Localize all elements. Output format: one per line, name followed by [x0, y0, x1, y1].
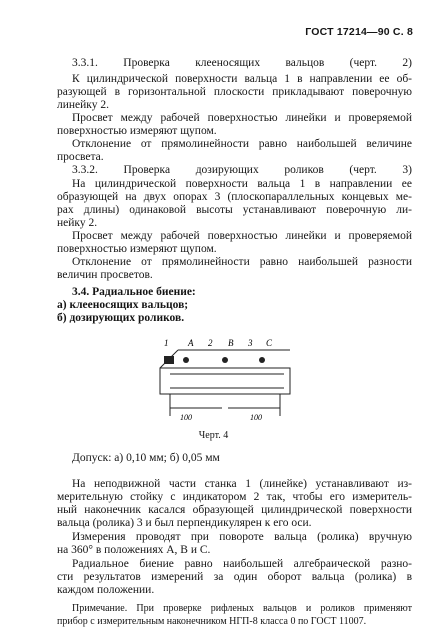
section-332-title: 3.3.2. Проверка дозирующих роликов (черт. 3)	[72, 164, 412, 176]
text-line: каждом положении.	[57, 584, 155, 596]
text-line: Отклонение от прямолинейности равно наибольшей разности	[72, 256, 412, 268]
figure-caption: Черт. 4	[198, 430, 229, 441]
section-331-title: 3.3.1. Проверка клееносящих вальцов (черт. 2)	[72, 57, 412, 69]
note-line: Примечание. При проверке рифленых вальцов и роликов применяют	[72, 603, 412, 614]
dimension-left: 100	[180, 413, 192, 422]
figure-label: 3	[248, 338, 253, 348]
text-line: поверхностью измеряют щупом.	[57, 125, 217, 137]
figure-label: 1	[164, 338, 169, 348]
text-line: ный наконечник касался образующей цилиндрической поверхности	[57, 504, 412, 516]
text-line: рах длины) одинаковой высоты устанавливают поверочную ли-	[57, 204, 412, 216]
text-line: Просвет между рабочей поверхностью линейки и проверяемой	[72, 112, 412, 124]
figure-label: А	[188, 338, 194, 348]
text-line: линейку 2.	[57, 99, 109, 111]
figure-label: В	[228, 338, 234, 348]
text-line: на 360° в положениях А, В и С.	[57, 544, 211, 556]
figure-label: С	[266, 338, 273, 348]
text-line: образующей на двух опорах 3 (плоскопараллельных концевых ме-	[57, 191, 412, 203]
text-line: поверхностью измеряют щупом.	[57, 243, 217, 255]
note-line: прибор с измерительным наконечником НГП-8 класса 0 по ГОСТ 11007.	[57, 616, 367, 627]
text-line: Просвет между рабочей поверхностью линейки и проверяемой	[72, 230, 412, 242]
tolerance: Допуск: а) 0,10 мм; б) 0,05 мм	[72, 452, 220, 464]
text-line: Радиальное биение равно наибольшей алгебраической разно-	[72, 558, 412, 570]
text-line: Отклонение от прямолинейности равно наибольшей величине	[72, 138, 412, 150]
figure-4-drawing	[150, 330, 300, 425]
text-line: мерительную стойку с индикатором 2 так, чтобы его измеритель-	[57, 491, 412, 503]
list-item-a: а) клееносящих вальцов;	[57, 299, 189, 311]
figure-label: 2	[208, 338, 213, 348]
page-header: ГОСТ 17214—90 С. 8	[305, 26, 413, 38]
text-line: величин просветов.	[57, 269, 153, 281]
section-34-title: 3.4. Радиальное биение:	[72, 286, 196, 298]
dimension-right: 100	[250, 413, 262, 422]
text-line: сти результатов измерений за один оборот вальца (ролика) в	[57, 571, 412, 583]
list-item-b: б) дозирующих роликов.	[57, 312, 185, 324]
text-line: На цилиндрической поверхности вальца 1 в направлении ее	[72, 178, 412, 190]
text-line: Измерения проводят при повороте вальца (ролика) вручную	[72, 531, 412, 543]
text-line: На неподвижной части станка 1 (линейке) устанавливают из-	[72, 478, 412, 490]
text-line: нейку 2.	[57, 217, 98, 229]
text-line: К цилиндрической поверхности вальца 1 в направлении ее об-	[72, 73, 412, 85]
text-line: разующей в горизонтальной плоскости прикладывают поверочную	[57, 86, 412, 98]
text-line: просвета.	[57, 151, 104, 163]
text-line: вальца (ролика) 3 и был перпендикулярен к его оси.	[57, 517, 312, 529]
